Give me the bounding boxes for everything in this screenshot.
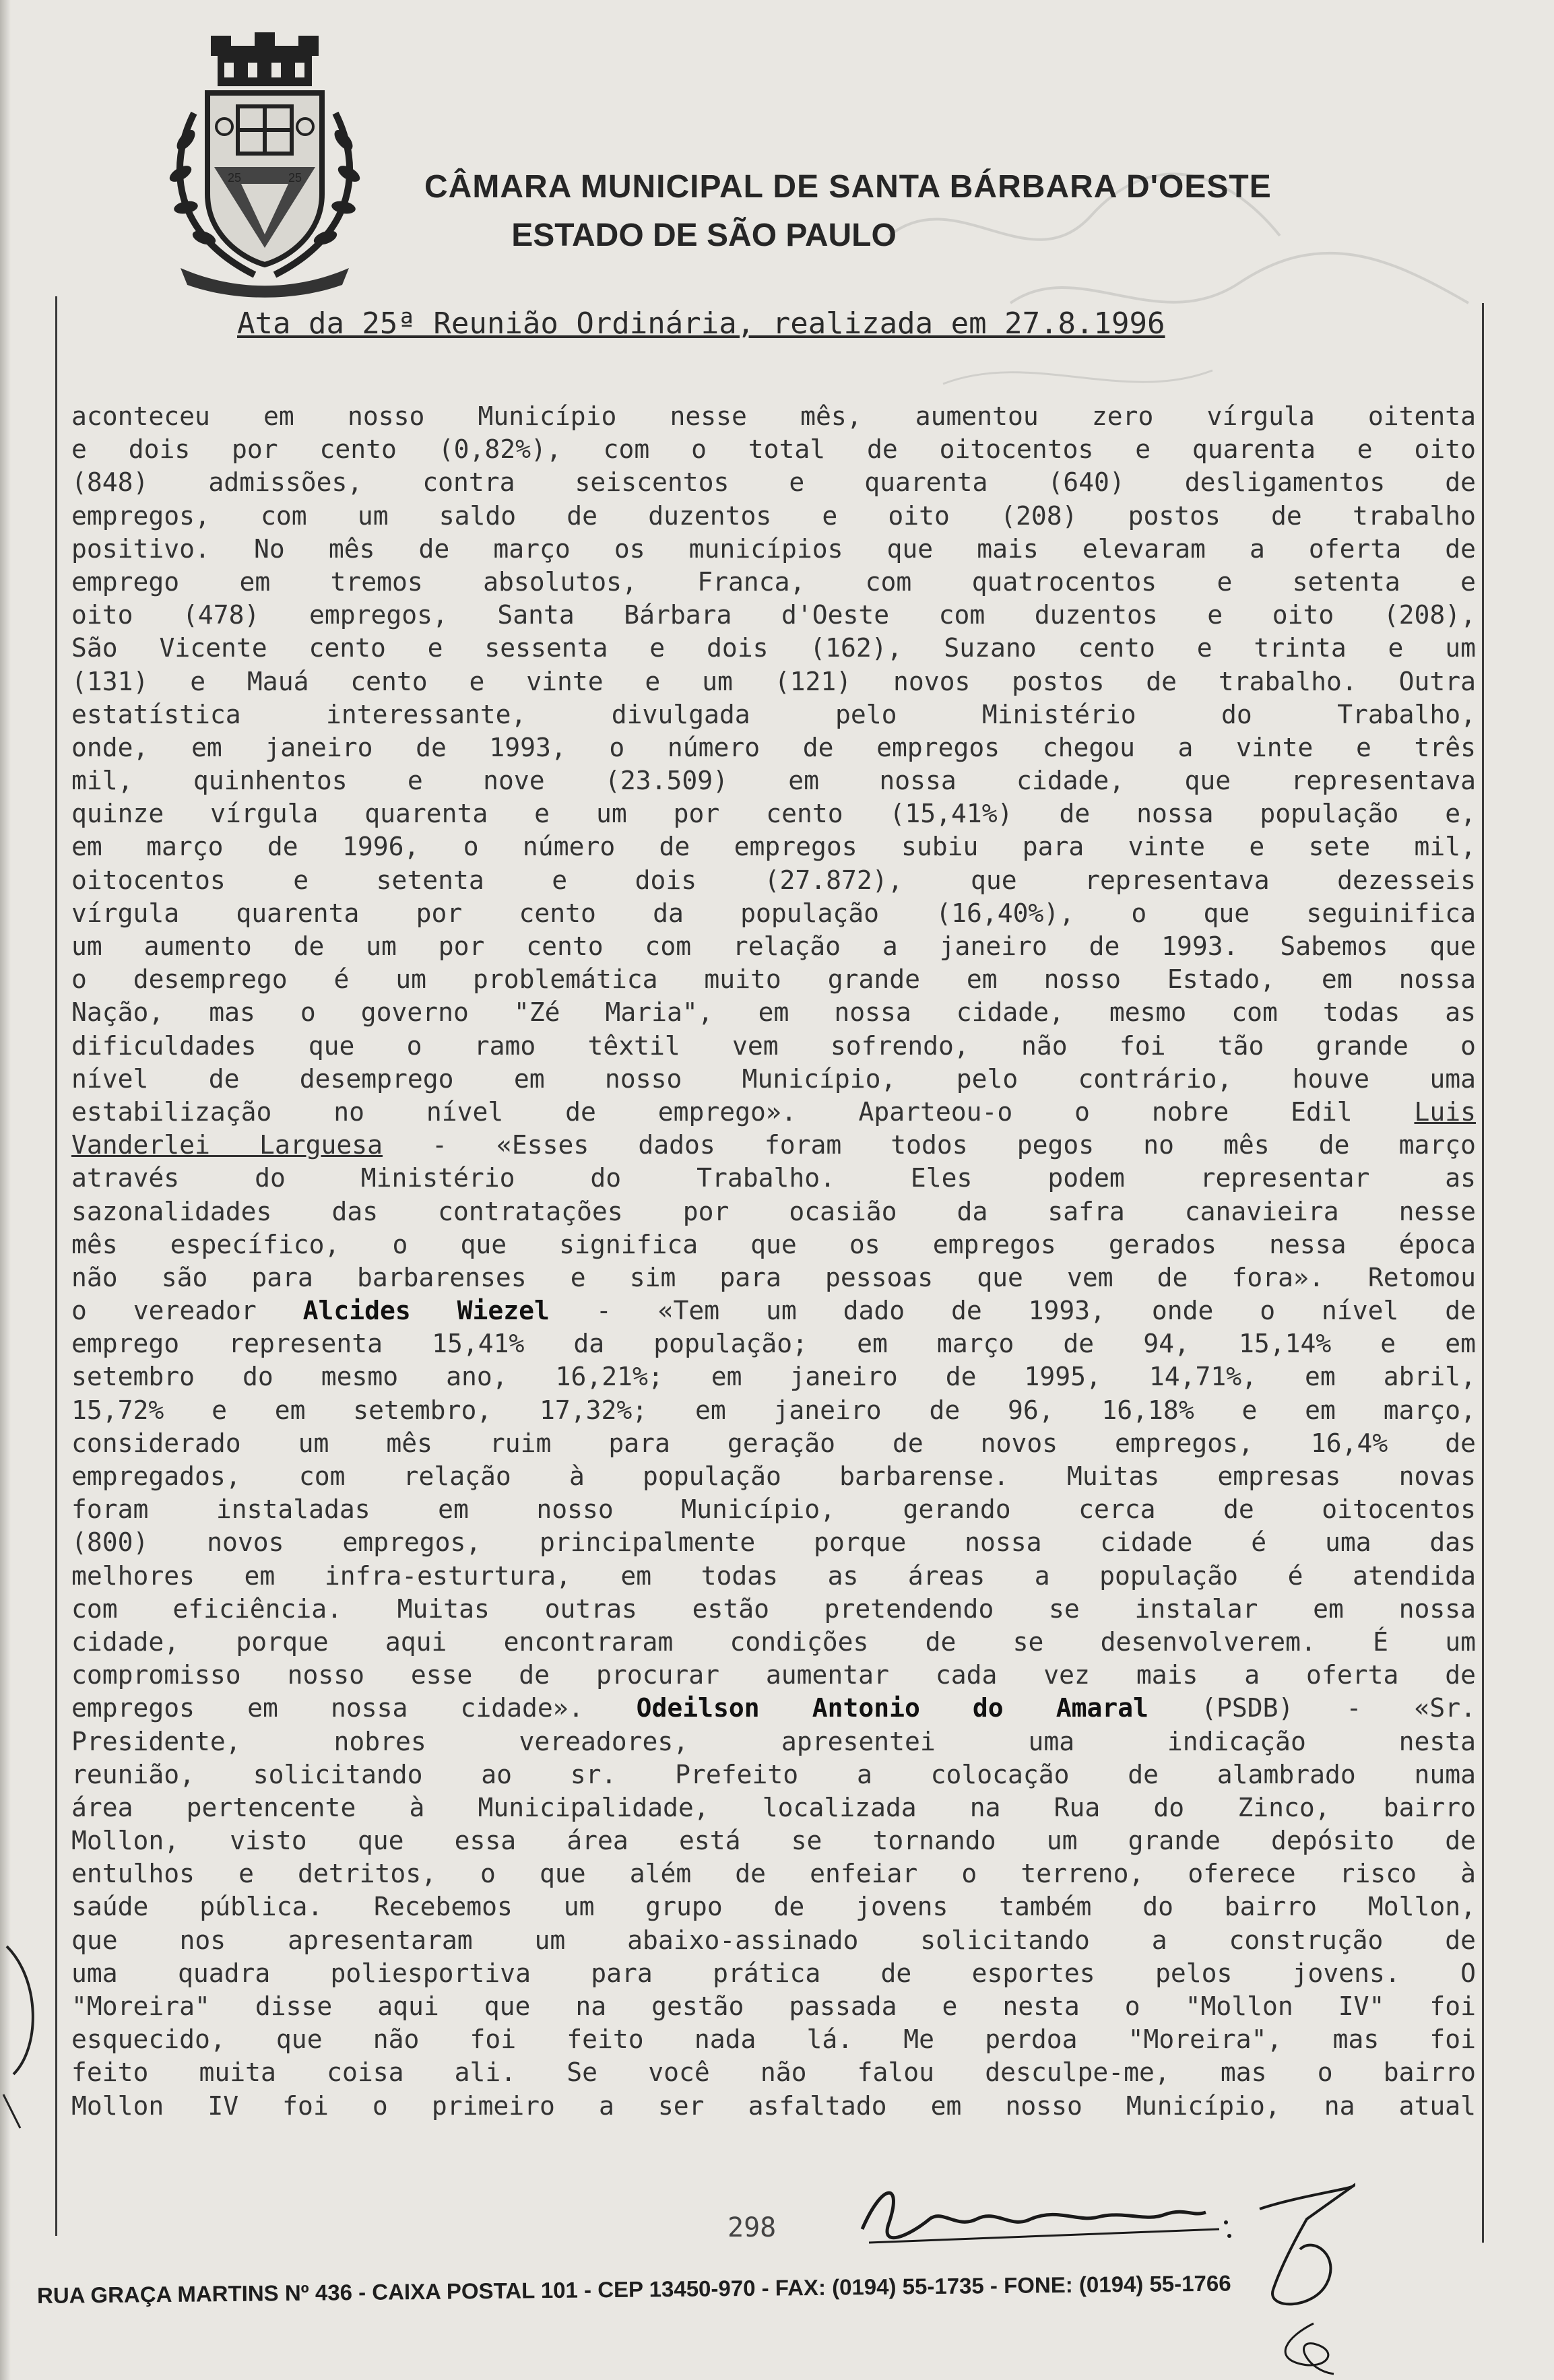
minutes-line: um aumento de um por cento com relação a janeiro de 1993. Sabemos que bbox=[71, 931, 1476, 961]
minutes-line: o vereador Alcides Wiezel - «Tem um dado de 1993, onde o nível de bbox=[71, 1296, 1476, 1326]
minutes-line: mil, quinhentos e nove (23.509) em nossa cidade, que representava bbox=[71, 766, 1476, 796]
minutes-line: uma quadra poliesportiva para prática de esportes pelos jovens. O bbox=[71, 1958, 1476, 1988]
minutes-line: setembro do mesmo ano, 16,21%; em janeiro de 1995, 14,71%, em abril, bbox=[71, 1362, 1476, 1392]
minutes-line: entulhos e detritos, o que além de enfeiar o terreno, oferece risco à bbox=[71, 1859, 1476, 1889]
minutes-title: Ata da 25ª Reunião Ordinária, realizada em 27.8.1996 bbox=[237, 306, 1165, 341]
minutes-line: mês específico, o que significa que os empregos gerados nessa época bbox=[71, 1229, 1476, 1259]
minutes-line: esquecido, que não foi feito nada lá. Me perdoa "Moreira", mas foi bbox=[71, 2024, 1476, 2055]
minutes-line: o desemprego é um problemática muito grande em nosso Estado, em nossa bbox=[71, 964, 1476, 995]
minutes-line: (800) novos empregos, principalmente porque nossa cidade é uma das bbox=[71, 1527, 1476, 1558]
minutes-line: com eficiência. Muitas outras estão pretendendo se instalar em nossa bbox=[71, 1593, 1476, 1624]
bleed-through-signatures bbox=[808, 81, 1516, 431]
minutes-line: em março de 1996, o número de empregos subiu para vinte e sete mil, bbox=[71, 832, 1476, 862]
minutes-line: estabilização no nível de emprego». Aparteou-o o nobre Edil Luis bbox=[71, 1096, 1476, 1127]
minutes-line: sazonalidades das contratações por ocasião da safra canavieira nesse bbox=[71, 1196, 1476, 1226]
minutes-line: empregos, com um saldo de duzentos e oito (208) postos de trabalho bbox=[71, 500, 1476, 531]
minutes-line: oito (478) empregos, Santa Bárbara d'Oeste com duzentos e oito (208), bbox=[71, 600, 1476, 630]
minutes-line: Nação, mas o governo "Zé Maria", em nossa cidade, mesmo com todas as bbox=[71, 997, 1476, 1028]
minutes-line: vírgula quarenta por cento da população (16,40%), o que seguinifica bbox=[71, 898, 1476, 928]
minutes-line: reunião, solicitando ao sr. Prefeito a colocação de alambrado numa bbox=[71, 1759, 1476, 1789]
institution-title: CÂMARA MUNICIPAL DE SANTA BÁRBARA D'OESTE bbox=[424, 169, 1272, 205]
minutes-line: onde, em janeiro de 1993, o número de empregos chegou a vinte e três bbox=[71, 732, 1476, 762]
minutes-line: empregados, com relação à população barbarense. Muitas empresas novas bbox=[71, 1461, 1476, 1491]
minutes-line: cidade, porque aqui encontraram condições de se desenvolverem. É um bbox=[71, 1626, 1476, 1657]
minutes-line: área pertencente à Municipalidade, localizada na Rua do Zinco, bairro bbox=[71, 1792, 1476, 1822]
minutes-line: aconteceu em nosso Município nesse mês, aumentou zero vírgula oitenta bbox=[71, 401, 1476, 431]
left-margin-rule bbox=[55, 296, 57, 2236]
minutes-line: Mollon IV foi o primeiro a ser asfaltado em nosso Município, na atual bbox=[71, 2090, 1476, 2121]
minutes-line: São Vicente cento e sessenta e dois (162), Suzano cento e trinta e um bbox=[71, 633, 1476, 663]
handwritten-signature bbox=[842, 2155, 1367, 2380]
minutes-line: feito muita coisa ali. Se você não falou desculpe-me, mas o bairro bbox=[71, 2057, 1476, 2088]
minutes-line: considerado um mês ruim para geração de novos empregos, 16,4% de bbox=[71, 1428, 1476, 1458]
minutes-line: oitocentos e setenta e dois (27.872), que representava dezesseis bbox=[71, 865, 1476, 895]
minutes-line: não são para barbarenses e sim para pessoas que vem de fora». Retomou bbox=[71, 1262, 1476, 1292]
minutes-line: dificuldades que o ramo têxtil vem sofrendo, não foi tão grande o bbox=[71, 1030, 1476, 1061]
minutes-line: Vanderlei Larguesa - «Esses dados foram todos pegos no mês de março bbox=[71, 1130, 1476, 1160]
minutes-line: compromisso nosso esse de procurar aumentar cada vez mais a oferta de bbox=[71, 1660, 1476, 1690]
minutes-line: foram instaladas em nosso Município, gerando cerca de oitocentos bbox=[71, 1494, 1476, 1525]
municipal-coat-of-arms-icon bbox=[154, 32, 376, 302]
minutes-line: estatística interessante, divulgada pelo Ministério do Trabalho, bbox=[71, 699, 1476, 729]
state-name: ESTADO DE SÃO PAULO bbox=[511, 218, 897, 253]
footer-address: RUA GRAÇA MARTINS Nº 436 - CAIXA POSTAL 101 - CEP 13450-970 - FAX: (0194) 55-1735 - FONE: (0194) 55-1766 bbox=[36, 2270, 1231, 2308]
minutes-line: emprego representa 15,41% da população; em março de 94, 15,14% e em bbox=[71, 1329, 1476, 1359]
minutes-line: Mollon, visto que essa área está se tornando um grande depósito de bbox=[71, 1826, 1476, 1856]
minutes-line: empregos em nossa cidade». Odeilson Antonio do Amaral (PSDB) - «Sr. bbox=[71, 1693, 1477, 1723]
page-number: 298 bbox=[727, 2212, 777, 2243]
minutes-line: através do Ministério do Trabalho. Eles podem representar as bbox=[71, 1163, 1476, 1193]
minutes-line: e dois por cento (0,82%), com o total de oitocentos e quarenta e oito bbox=[71, 434, 1476, 465]
minutes-line: 15,72% e em setembro, 17,32%; em janeiro de 96, 16,18% e em março, bbox=[71, 1395, 1476, 1425]
minutes-line: positivo. No mês de março os municípios que mais elevaram a oferta de bbox=[71, 533, 1476, 564]
minutes-line: saúde pública. Recebemos um grupo de jovens também do bairro Mollon, bbox=[71, 1892, 1476, 1922]
minutes-body bbox=[71, 400, 1476, 2123]
minutes-line: nível de desemprego em nosso Município, pelo contrário, houve uma bbox=[71, 1063, 1476, 1094]
minutes-line: emprego em tremos absolutos, Franca, com quatrocentos e setenta e bbox=[71, 566, 1476, 597]
minutes-line: (131) e Mauá cento e vinte e um (121) novos postos de trabalho. Outra bbox=[71, 666, 1476, 696]
minutes-line: (848) admissões, contra seiscentos e quarenta (640) desligamentos de bbox=[71, 467, 1476, 498]
crest-number-left: 25 bbox=[228, 171, 242, 185]
binding-mark bbox=[0, 1940, 40, 2142]
minutes-line: "Moreira" disse aqui que na gestão passada e nesta o "Mollon IV" foi bbox=[71, 1991, 1476, 2021]
minutes-line: que nos apresentaram um abaixo-assinado solicitando a construção de bbox=[71, 1925, 1476, 1955]
minutes-line: melhores em infra-esturtura, em todas as áreas a população é atendida bbox=[71, 1560, 1476, 1591]
right-margin-rule bbox=[1482, 303, 1484, 2243]
minutes-line: Presidente, nobres vereadores, apresentei uma indicação nesta bbox=[71, 1726, 1476, 1756]
institution-subtitle bbox=[424, 217, 1300, 254]
crest-number-right: 25 bbox=[288, 171, 302, 185]
minutes-line: quinze vírgula quarenta e um por cento (15,41%) de nossa população e, bbox=[71, 799, 1476, 829]
